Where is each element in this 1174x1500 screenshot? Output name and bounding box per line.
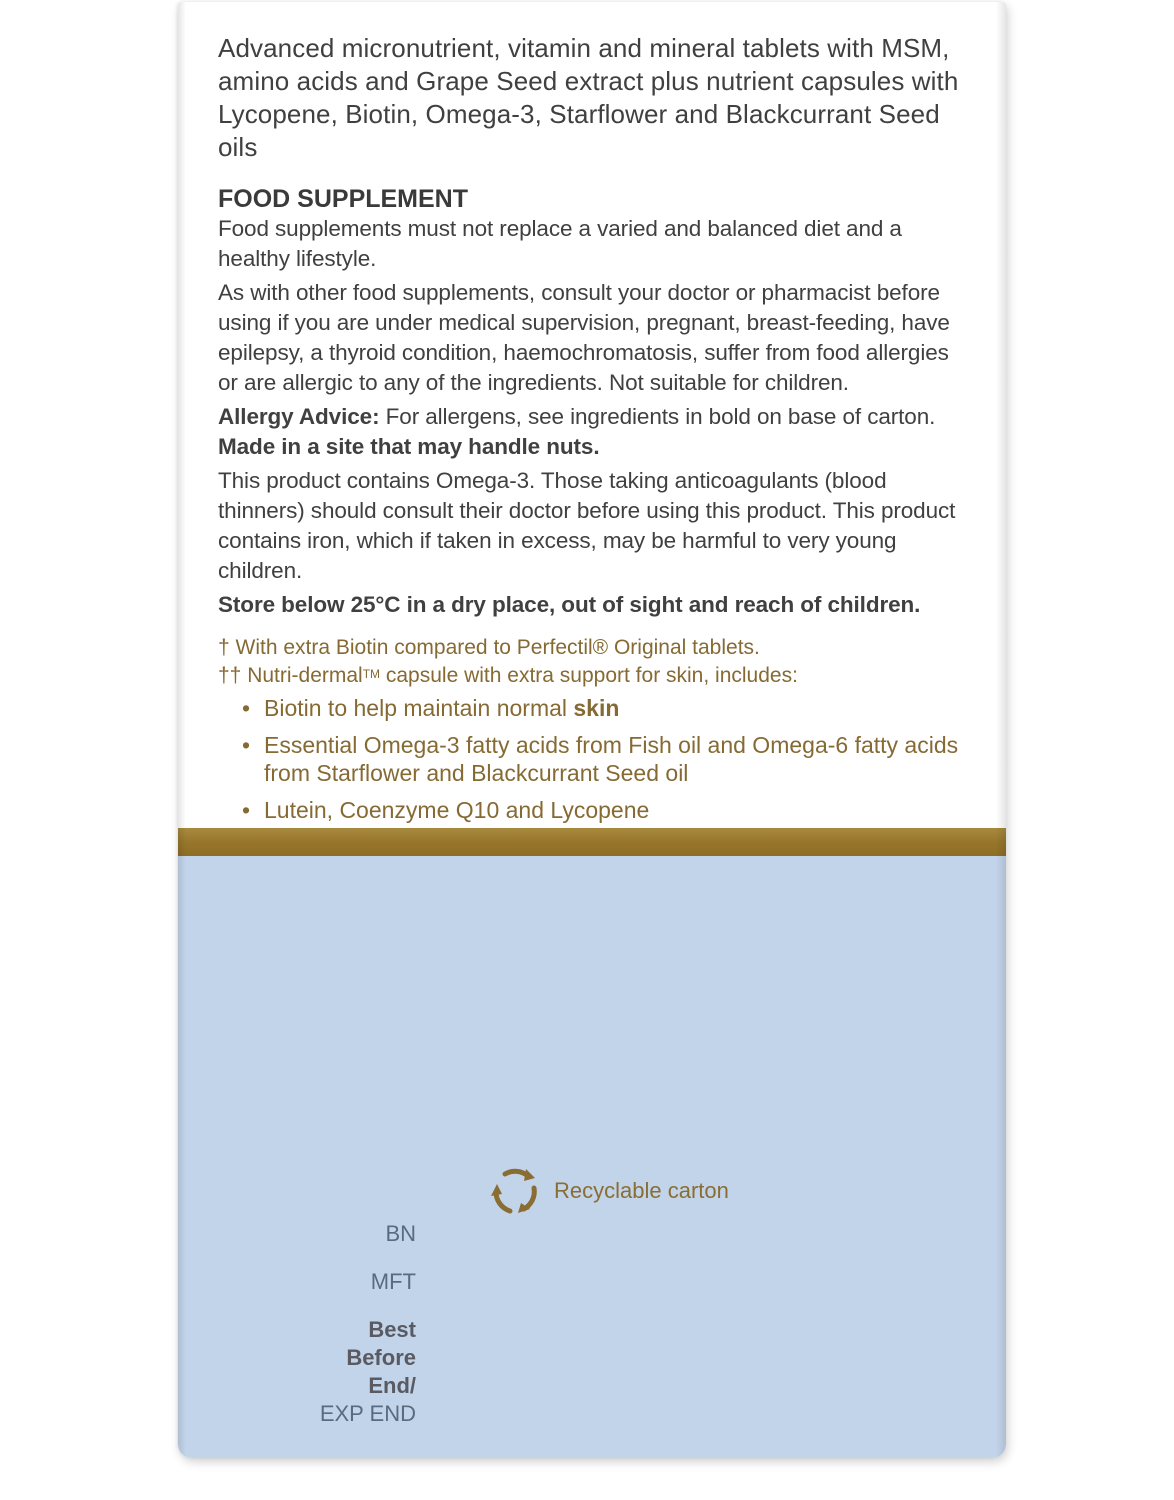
nutri-dermal-desc: capsule with extra support for skin, includes: (380, 664, 798, 687)
recyclable-label: Recyclable carton (554, 1178, 729, 1203)
intro-text: Advanced micronutrient, vitamin and mineral tablets with MSM, amino acids and Grape Seed extract plus nutrient capsules with Lycopene, Biotin, Omega-3, Starflower and Blackcurrant Seed oils (218, 33, 959, 162)
best-before-line-3: End/ (368, 1373, 416, 1398)
dagger-note: † With extra Biotin compared to Perfectil® Original tablets. (218, 636, 760, 659)
storage-instructions: Store below 25°C in a dry place, out of sight and reach of children. (218, 592, 921, 617)
batch-number-label: BN (385, 1221, 416, 1246)
bullet-text: Biotin to help maintain normal (264, 695, 574, 721)
label-text (218, 32, 964, 861)
food-supplement-heading: FOOD SUPPLEMENT (218, 185, 469, 213)
footnotes (218, 634, 964, 861)
expiry-label: EXP END (319, 1401, 416, 1426)
nuts-warning: Made in a site that may handle nuts. (218, 434, 600, 459)
nutri-dermal-label: †† Nutri-dermal (218, 664, 363, 687)
bullet-icon: • (242, 695, 251, 721)
carton-edge-shadow-right (996, 2, 1006, 1458)
recycle-icon (488, 1164, 542, 1218)
gold-stripe (178, 828, 1006, 856)
medical-warning (218, 278, 964, 398)
list-item (242, 731, 964, 787)
manufacture-date-label: MFT (370, 1269, 416, 1294)
omega-warning: This product contains Omega-3. Those taking anticoagulants (blood thinners) should consult their doctor before using this product. This product contains iron, which if taken in excess, may be harmful to very young children. (218, 468, 956, 583)
white-panel (178, 2, 1006, 828)
recyclable-badge (488, 1164, 729, 1218)
skin-benefits-list (242, 694, 964, 824)
bullet-icon: • (242, 797, 251, 823)
batch-codes (258, 1220, 416, 1428)
allergy-label: Allergy Advice: (218, 404, 380, 429)
carton-edge-shadow-left (178, 2, 186, 1458)
double-dagger-note (218, 662, 964, 690)
bullet-bold: skin (573, 695, 620, 721)
list-item (242, 796, 964, 824)
diet-warning: Food supplements must not replace a varied and balanced diet and a healthy lifestyle. (218, 216, 902, 271)
bullet-text: Essential Omega-3 fatty acids from Fish oil and Omega-6 fatty acids from Starflower and Blackcurrant Seed oil (264, 732, 959, 786)
bullet-text: Lutein, Coenzyme Q10 and Lycopene (264, 797, 650, 823)
children-warning: Not suitable for children. (608, 370, 849, 395)
medical-warning-text: As with other food supplements, consult your doctor or pharmacist before using if you are under medical supervision, pregnant, breast-feeding, have epilepsy, a thyroid condition, haemochromatosis, suffer from food allergies or are allergic to any of the ingredients. (218, 280, 950, 395)
carton-panel (178, 2, 1006, 1458)
trademark-symbol: TM (362, 667, 381, 681)
bullet-icon: • (242, 732, 251, 758)
best-before-line-2: Before (346, 1345, 416, 1370)
blue-panel (178, 856, 1006, 1458)
list-item (242, 694, 964, 722)
allergy-text: For allergens, see ingredients in bold on base of carton. (385, 404, 936, 429)
allergy-advice (218, 402, 964, 462)
best-before-line-1: Best (368, 1317, 416, 1342)
